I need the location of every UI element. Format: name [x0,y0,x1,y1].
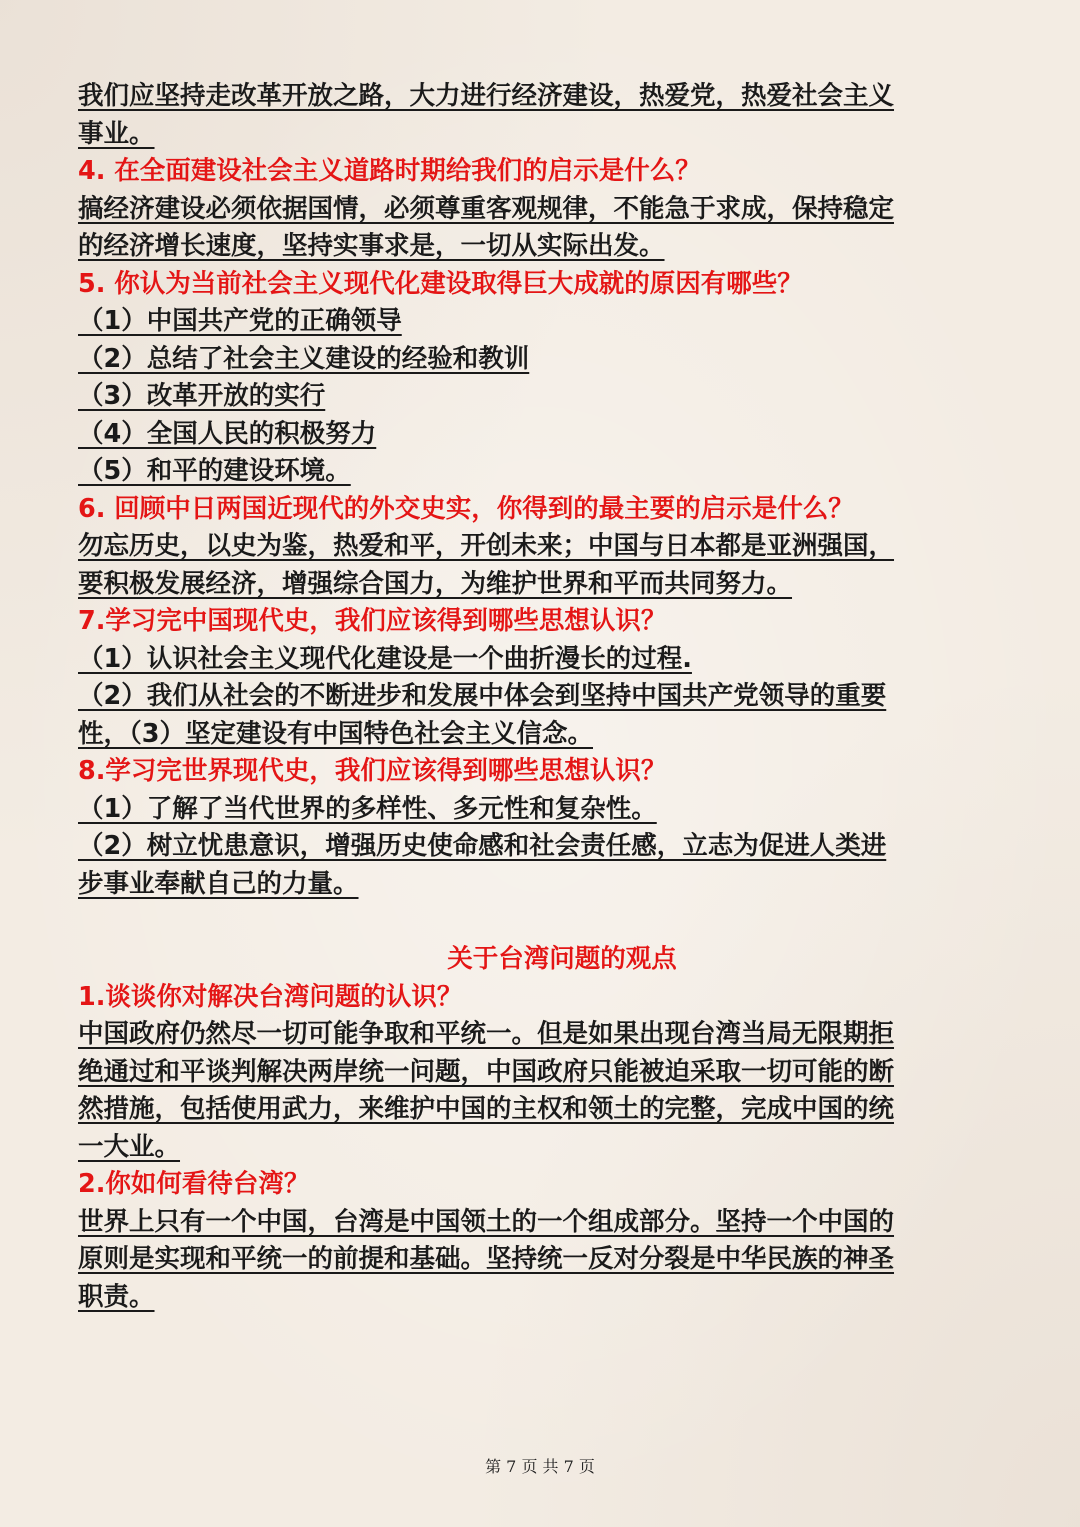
answer-text: 职责。 [78,1281,155,1312]
answer-text: 步事业奉献自己的力量。 [78,868,359,899]
question-heading: 4. 在全面建设社会主义道路时期给我们的启示是什么？ [78,156,701,186]
question-heading: 5. 你认为当前社会主义现代化建设取得巨大成就的原因有哪些？ [78,268,803,299]
answer-line [78,641,1004,679]
answer-text: 事业。 [78,118,155,149]
answer-line [78,116,1004,154]
answer-text: （3）改革开放的实行 [78,381,326,411]
page-footer: 第 7 页 共 7 页 [485,1457,595,1476]
answer-line [78,716,1004,754]
answer-text: （2）我们从社会的不断进步和发展中体会到坚持中国共产党领导的重要 [78,681,887,711]
question-heading: 2.你如何看待台湾？ [78,1169,310,1199]
answer-text: （5）和平的建设环境。 [78,456,351,486]
answer-line [78,866,1004,904]
answer-text: （2）树立忧患意识，增强历史使命感和社会责任感，立志为促进人类进 [78,831,887,861]
answer-text: 绝通过和平谈判解决两岸统一问题，中国政府只能被迫采取一切可能的断 [78,1056,895,1087]
answer-text: 中国政府仍然尽一切可能争取和平统一。但是如果出现台湾当局无限期拒 [78,1019,895,1049]
answer-text: 勿忘历史，以史为鉴，热爱和平，开创未来；中国与日本都是亚洲强国， [78,531,895,561]
answer-text: （2）总结了社会主义建设的经验和教训 [78,343,530,374]
answer-line [78,303,1004,341]
answer-text: 世界上只有一个中国，台湾是中国领土的一个组成部分。坚持一个中国的 [78,1206,895,1237]
answer-text: 要积极发展经济，增强综合国力，为维护世界和平而共同努力。 [78,568,793,599]
answer-text: 我们应坚持走改革开放之路，大力进行经济建设，热爱党，热爱社会主义 [78,81,895,111]
question-heading: 1.谈谈你对解决台湾问题的认识？ [78,981,463,1012]
answer-line [78,1279,1004,1317]
answer-line [78,566,1004,604]
answer-text: （4）全国人民的积极努力 [78,418,377,449]
answer-line [78,791,1004,829]
answer-text: 一大业。 [78,1131,181,1162]
answer-line [78,1054,1004,1092]
answer-line [78,1241,1004,1279]
answer-line [78,828,1004,866]
question-heading: 6. 回顾中日两国近现代的外交史实，你得到的最主要的启示是什么？ [78,493,854,524]
answer-line [78,528,1004,566]
answer-text: （1）中国共产党的正确领导 [78,306,402,336]
answer-line [78,228,1004,266]
answer-text: 的经济增长速度，坚持实事求是，一切从实际出发。 [78,231,665,261]
answer-line [78,678,1004,716]
answer-line [78,378,1004,416]
answer-line [78,78,1004,116]
answer-line [78,1091,1004,1129]
answer-line [78,1016,1004,1054]
answer-line [78,191,1004,229]
answer-text: 然措施，包括使用武力，来维护中国的主权和领土的完整，完成中国的统 [78,1094,895,1124]
answer-line [78,1129,1004,1167]
answer-line [78,1204,1004,1242]
section-gap [78,903,1004,941]
question-heading: 8.学习完世界现代史，我们应该得到哪些思想认识？ [78,756,667,786]
answer-text: （1）认识社会主义现代化建设是一个曲折漫长的过程. [78,643,692,674]
answer-line [78,453,1004,491]
answer-line [78,416,1004,454]
answer-text: 性，（3）坚定建设有中国特色社会主义信念。 [78,718,593,749]
answer-line [78,341,1004,379]
answer-text: （1）了解了当代世界的多样性、多元性和复杂性。 [78,793,657,824]
section-title: 关于台湾问题的观点 [447,944,677,974]
question-heading: 7.学习完中国现代史，我们应该得到哪些思想认识？ [78,606,667,636]
answer-text: 搞经济建设必须依据国情，必须尊重客观规律，不能急于求成，保持稳定 [78,193,895,224]
answer-text: 原则是实现和平统一的前提和基础。坚持统一反对分裂是中华民族的神圣 [78,1244,895,1274]
document-body [78,78,1004,1316]
